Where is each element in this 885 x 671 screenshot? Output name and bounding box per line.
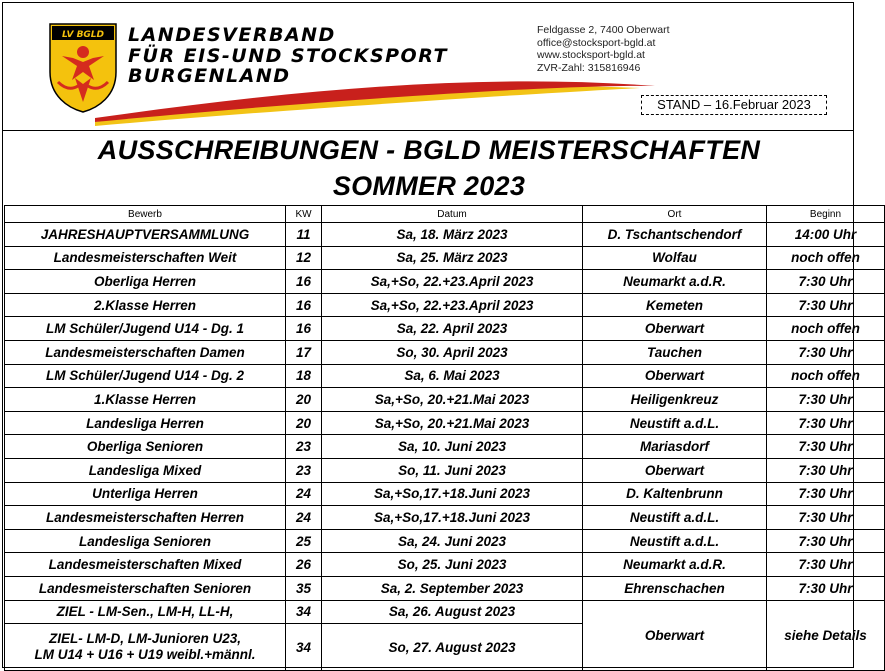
page-title: AUSSCHREIBUNGEN - BGLD MEISTERSCHAFTEN: [97, 135, 761, 165]
table-row: [5, 458, 885, 482]
coat-of-arms-logo: [48, 22, 118, 114]
cell-datum: Sa, 18. März 2023: [322, 223, 583, 247]
cell-beginn: 14:00 Uhr: [767, 223, 885, 247]
cell-kw: 26: [286, 553, 322, 577]
cell-beginn: 7:30 Uhr: [767, 482, 885, 506]
cell-kw: 16: [286, 317, 322, 341]
cell-ort: Neustift a.d.L.: [583, 411, 767, 435]
table-row: [5, 270, 885, 294]
cell-kw: 20: [286, 388, 322, 412]
table-row-final-1: [5, 600, 885, 624]
col-header-beginn: Beginn: [767, 206, 885, 223]
cell-ort: Oberwart: [583, 458, 767, 482]
cell-bewerb: Landesliga Mixed: [5, 458, 286, 482]
cell-bewerb: Oberliga Herren: [5, 270, 286, 294]
cell-kw: 18: [286, 364, 322, 388]
cell-datum: Sa, 2. September 2023: [322, 576, 583, 600]
cell-ort: Neustift a.d.L.: [583, 506, 767, 530]
cell-ort: D. Tschantschendorf: [583, 223, 767, 247]
cell-ort: Heiligenkreuz: [583, 388, 767, 412]
stand-date-box: STAND – 16.Februar 2023: [641, 95, 827, 115]
col-header-ort: Ort: [583, 206, 767, 223]
cell-kw: 24: [286, 482, 322, 506]
cell-datum: Sa, 24. Juni 2023: [322, 529, 583, 553]
cell-bewerb: Landesmeisterschaften Mixed: [5, 553, 286, 577]
cell-datum: Sa, 10. Juni 2023: [322, 435, 583, 459]
cell-bewerb-multiline: [5, 624, 286, 671]
table-row: [5, 553, 885, 577]
cell-bewerb: JAHRESHAUPTVERSAMMLUNG: [5, 223, 286, 247]
org-name-line3: BURGENLAND: [128, 65, 291, 87]
cell-datum: So, 30. April 2023: [322, 340, 583, 364]
cell-ort: Neumarkt a.d.R.: [583, 270, 767, 294]
cell-beginn: 7:30 Uhr: [767, 435, 885, 459]
cell-datum: So, 11. Juni 2023: [322, 458, 583, 482]
cell-datum: Sa,+So, 20.+21.Mai 2023: [322, 388, 583, 412]
cell-kw: 11: [286, 223, 322, 247]
table-row: [5, 482, 885, 506]
bewerb-line1: ZIEL- LM-D, LM-Junioren U23,: [49, 631, 241, 647]
cell-datum: Sa,+So,17.+18.Juni 2023: [322, 506, 583, 530]
cell-datum: Sa,+So, 20.+21.Mai 2023: [322, 411, 583, 435]
cell-beginn: 7:30 Uhr: [767, 293, 885, 317]
address-zvr: ZVR-Zahl: 315816946: [537, 61, 641, 74]
cell-kw: 34: [286, 600, 322, 624]
cell-beginn: 7:30 Uhr: [767, 458, 885, 482]
bewerb-line2: LM U14 + U16 + U19 weibl.+männl.: [34, 647, 256, 663]
cell-beginn: 7:30 Uhr: [767, 506, 885, 530]
cell-beginn: 7:30 Uhr: [767, 553, 885, 577]
cell-bewerb: LM Schüler/Jugend U14 - Dg. 2: [5, 364, 286, 388]
cell-beginn: 7:30 Uhr: [767, 576, 885, 600]
cell-kw: 16: [286, 270, 322, 294]
cell-ort: Oberwart: [583, 317, 767, 341]
cell-kw: 25: [286, 529, 322, 553]
cell-beginn: noch offen: [767, 364, 885, 388]
address-block: [537, 24, 670, 74]
cell-ort: Neumarkt a.d.R.: [583, 553, 767, 577]
table-row: [5, 388, 885, 412]
cell-bewerb: LM Schüler/Jugend U14 - Dg. 1: [5, 317, 286, 341]
table-row: [5, 223, 885, 247]
cell-kw: 12: [286, 246, 322, 270]
col-header-kw: KW: [286, 206, 322, 223]
address-website: www.stocksport-bgld.at: [537, 49, 645, 61]
table-row: [5, 411, 885, 435]
cell-beginn: noch offen: [767, 246, 885, 270]
schedule-table: [4, 205, 885, 671]
cell-ort-final: Oberwart: [583, 600, 767, 671]
org-name-line2: FÜR EIS-UND STOCKSPORT: [128, 45, 448, 67]
cell-beginn: 7:30 Uhr: [767, 388, 885, 412]
cell-ort: D. Kaltenbrunn: [583, 482, 767, 506]
header-divider: [2, 130, 854, 131]
cell-kw: 20: [286, 411, 322, 435]
cell-datum: So, 25. Juni 2023: [322, 553, 583, 577]
table-row: [5, 506, 885, 530]
table-row: [5, 576, 885, 600]
cell-ort: Neustift a.d.L.: [583, 529, 767, 553]
cell-datum: Sa, 26. August 2023: [322, 600, 583, 624]
col-header-bewerb: Bewerb: [5, 206, 286, 223]
cell-kw: 24: [286, 506, 322, 530]
cell-beginn: 7:30 Uhr: [767, 411, 885, 435]
cell-kw: 23: [286, 435, 322, 459]
cell-datum: So, 27. August 2023: [322, 624, 583, 671]
cell-datum: Sa,+So, 22.+23.April 2023: [322, 293, 583, 317]
cell-ort: Ehrenschachen: [583, 576, 767, 600]
cell-bewerb: Landesmeisterschaften Herren: [5, 506, 286, 530]
table-row: [5, 364, 885, 388]
cell-beginn: 7:30 Uhr: [767, 529, 885, 553]
cell-bewerb: Landesliga Herren: [5, 411, 286, 435]
table-row: [5, 435, 885, 459]
cell-kw: 17: [286, 340, 322, 364]
logo-text: LV BGLD: [61, 30, 105, 40]
page-subtitle: SOMMER 2023: [332, 171, 526, 201]
cell-ort: Kemeten: [583, 293, 767, 317]
cell-ort: Mariasdorf: [583, 435, 767, 459]
cell-ort: Wolfau: [583, 246, 767, 270]
cell-kw: 23: [286, 458, 322, 482]
cell-bewerb: Landesmeisterschaften Weit: [5, 246, 286, 270]
cell-bewerb: Landesmeisterschaften Damen: [5, 340, 286, 364]
cell-bewerb: Oberliga Senioren: [5, 435, 286, 459]
table-row: [5, 529, 885, 553]
cell-kw: 35: [286, 576, 322, 600]
cell-ort: Tauchen: [583, 340, 767, 364]
letterhead: [0, 0, 858, 134]
cell-beginn: noch offen: [767, 317, 885, 341]
address-street: Feldgasse 2, 7400 Oberwart: [537, 24, 670, 36]
table-row: [5, 317, 885, 341]
cell-datum: Sa, 6. Mai 2023: [322, 364, 583, 388]
org-name-line1: LANDESVERBAND: [128, 24, 336, 46]
cell-datum: Sa,+So,17.+18.Juni 2023: [322, 482, 583, 506]
cell-beginn: 7:30 Uhr: [767, 340, 885, 364]
col-header-datum: Datum: [322, 206, 583, 223]
table-row: [5, 246, 885, 270]
address-email: office@stocksport-bgld.at: [537, 36, 656, 49]
cell-kw: 34: [286, 624, 322, 671]
table-header-row: [5, 206, 885, 223]
cell-bewerb: 1.Klasse Herren: [5, 388, 286, 412]
cell-bewerb: 2.Klasse Herren: [5, 293, 286, 317]
cell-kw: 16: [286, 293, 322, 317]
cell-datum: Sa,+So, 22.+23.April 2023: [322, 270, 583, 294]
cell-datum: Sa, 25. März 2023: [322, 246, 583, 270]
table-row: [5, 293, 885, 317]
cell-beginn: 7:30 Uhr: [767, 270, 885, 294]
cell-beginn-final: siehe Details: [767, 600, 885, 671]
cell-ort: Oberwart: [583, 364, 767, 388]
cell-datum: Sa, 22. April 2023: [322, 317, 583, 341]
table-row: [5, 340, 885, 364]
cell-bewerb: Unterliga Herren: [5, 482, 286, 506]
cell-bewerb: Landesliga Senioren: [5, 529, 286, 553]
cell-bewerb: Landesmeisterschaften Senioren: [5, 576, 286, 600]
cell-bewerb: ZIEL - LM-Sen., LM-H, LL-H,: [5, 600, 286, 624]
